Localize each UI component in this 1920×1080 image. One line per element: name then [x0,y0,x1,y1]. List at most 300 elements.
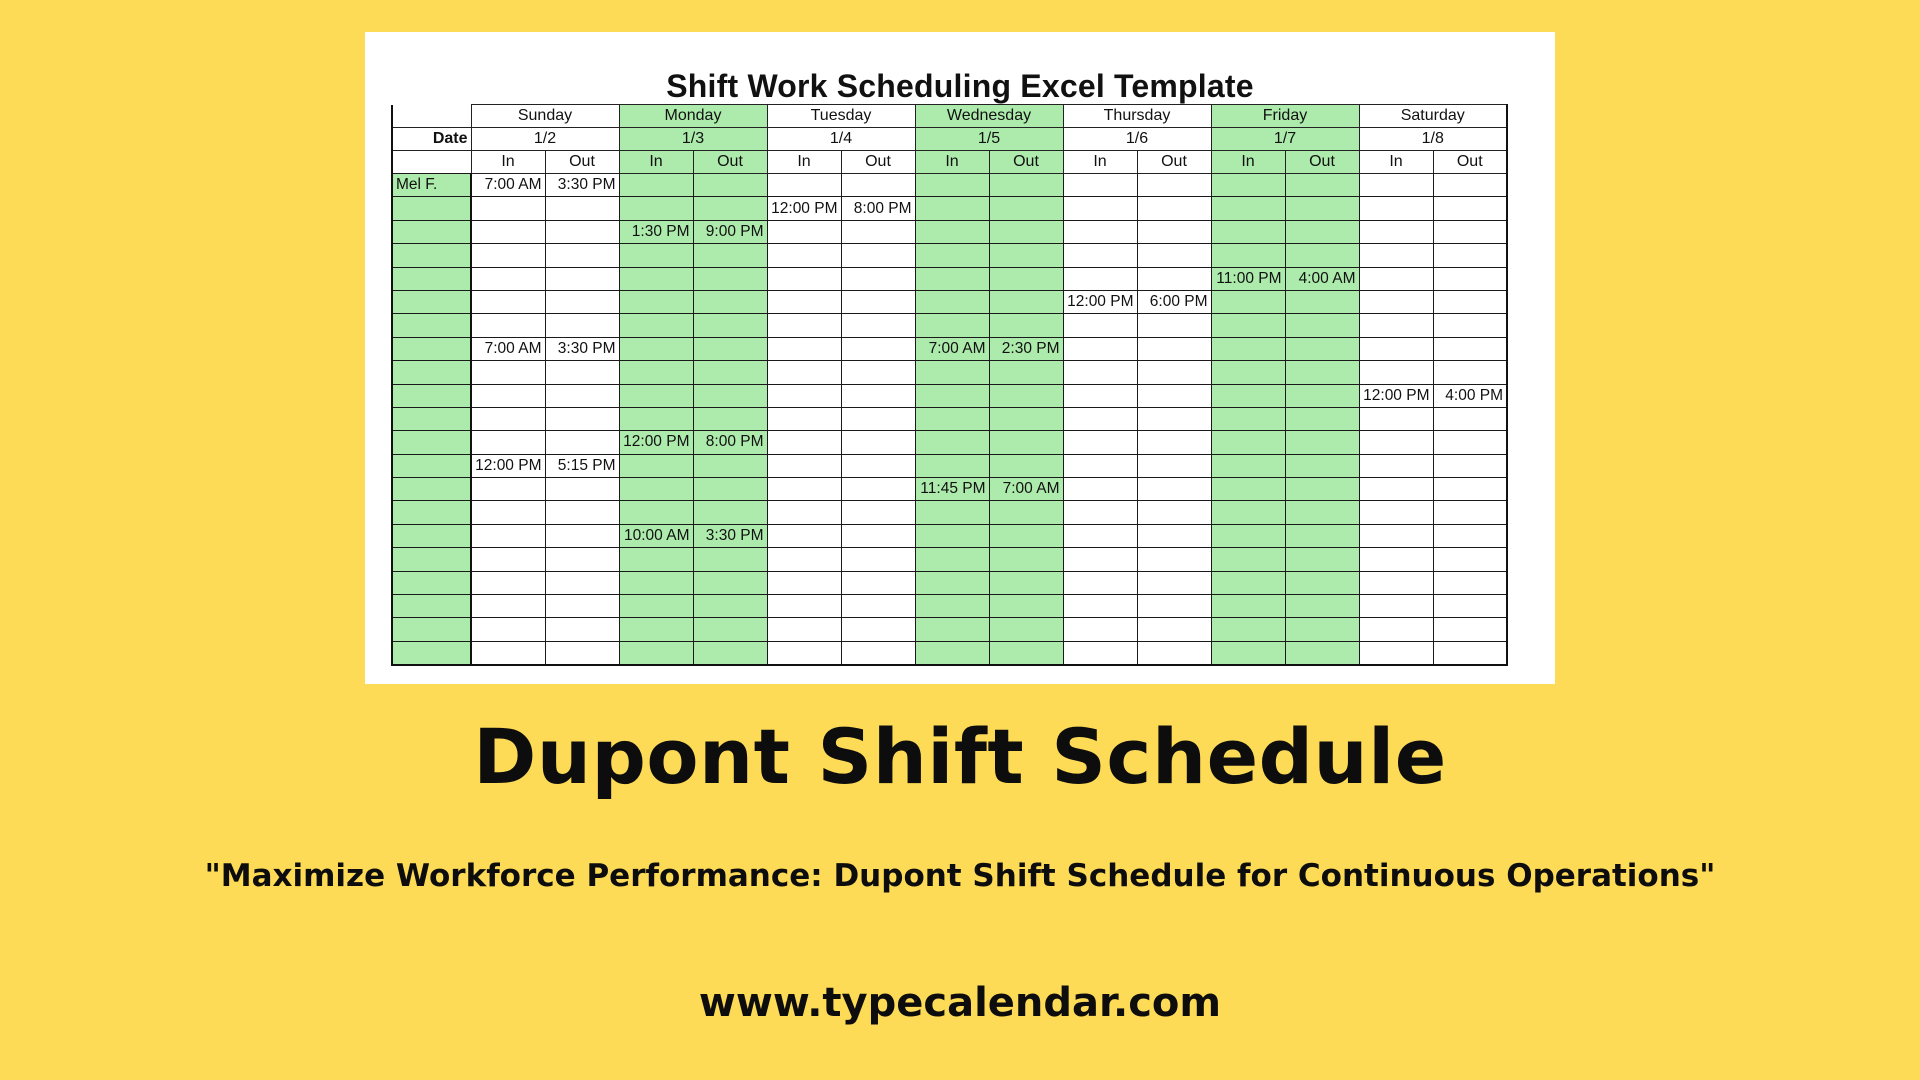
shift-in-cell[interactable] [619,641,693,665]
shift-in-cell[interactable] [767,314,841,337]
shift-out-cell[interactable] [841,524,915,547]
shift-in-cell[interactable] [1211,524,1285,547]
shift-in-cell[interactable] [1359,524,1433,547]
shift-in-cell[interactable] [619,407,693,430]
shift-out-cell[interactable] [989,220,1063,243]
shift-out-cell[interactable] [989,571,1063,594]
shift-out-cell[interactable] [1285,384,1359,407]
shift-in-cell[interactable] [1211,384,1285,407]
employee-name-cell[interactable] [392,407,471,430]
employee-name-cell[interactable]: Mel F. [392,174,471,197]
shift-out-cell[interactable] [1285,548,1359,571]
shift-out-cell[interactable] [1285,337,1359,360]
shift-out-cell[interactable]: 3:30 PM [545,337,619,360]
shift-in-cell[interactable] [1211,314,1285,337]
shift-out-cell[interactable] [1433,571,1507,594]
shift-in-cell[interactable] [1211,431,1285,454]
shift-in-cell[interactable] [1063,407,1137,430]
shift-in-cell[interactable]: 1:30 PM [619,220,693,243]
shift-in-cell[interactable] [1063,267,1137,290]
shift-out-cell[interactable] [1433,641,1507,665]
shift-in-cell[interactable] [471,244,545,267]
shift-in-cell[interactable] [1063,501,1137,524]
employee-name-cell[interactable] [392,314,471,337]
shift-in-cell[interactable] [1063,618,1137,641]
shift-in-cell[interactable] [1359,641,1433,665]
shift-out-cell[interactable] [1137,501,1211,524]
shift-out-cell[interactable] [693,618,767,641]
shift-in-cell[interactable] [915,431,989,454]
shift-in-cell[interactable] [1359,174,1433,197]
shift-out-cell[interactable] [989,524,1063,547]
shift-in-cell[interactable] [767,407,841,430]
shift-in-cell[interactable] [619,595,693,618]
shift-in-cell[interactable] [619,244,693,267]
shift-out-cell[interactable] [545,524,619,547]
shift-out-cell[interactable] [1433,501,1507,524]
shift-in-cell[interactable] [619,501,693,524]
shift-out-cell[interactable] [1137,431,1211,454]
employee-name-cell[interactable] [392,571,471,594]
shift-in-cell[interactable] [1211,337,1285,360]
shift-in-cell[interactable] [915,571,989,594]
shift-out-cell[interactable] [1285,361,1359,384]
shift-in-cell[interactable] [1359,571,1433,594]
shift-in-cell[interactable] [767,361,841,384]
shift-out-cell[interactable] [1433,267,1507,290]
shift-in-cell[interactable] [1211,290,1285,313]
shift-in-cell[interactable] [1359,220,1433,243]
shift-in-cell[interactable] [915,290,989,313]
employee-name-cell[interactable] [392,290,471,313]
shift-out-cell[interactable] [841,361,915,384]
shift-out-cell[interactable] [1433,314,1507,337]
shift-out-cell[interactable] [1285,244,1359,267]
shift-in-cell[interactable] [619,290,693,313]
shift-out-cell[interactable] [1137,407,1211,430]
shift-in-cell[interactable] [915,361,989,384]
shift-out-cell[interactable] [693,290,767,313]
shift-in-cell[interactable] [767,244,841,267]
shift-out-cell[interactable]: 3:30 PM [545,174,619,197]
shift-out-cell[interactable] [841,244,915,267]
shift-out-cell[interactable]: 3:30 PM [693,524,767,547]
shift-out-cell[interactable] [693,361,767,384]
shift-in-cell[interactable] [767,431,841,454]
shift-out-cell[interactable] [989,454,1063,477]
shift-in-cell[interactable] [767,290,841,313]
shift-out-cell[interactable] [545,244,619,267]
shift-in-cell[interactable] [471,595,545,618]
shift-out-cell[interactable] [693,501,767,524]
shift-in-cell[interactable] [1211,548,1285,571]
shift-in-cell[interactable] [1359,361,1433,384]
shift-in-cell[interactable] [767,571,841,594]
employee-name-cell[interactable] [392,524,471,547]
shift-out-cell[interactable] [545,431,619,454]
shift-in-cell[interactable] [915,220,989,243]
shift-in-cell[interactable] [767,220,841,243]
shift-out-cell[interactable] [841,220,915,243]
shift-out-cell[interactable] [1433,290,1507,313]
shift-in-cell[interactable]: 10:00 AM [619,524,693,547]
shift-in-cell[interactable] [471,431,545,454]
shift-in-cell[interactable] [1211,501,1285,524]
shift-out-cell[interactable] [693,174,767,197]
employee-name-cell[interactable] [392,337,471,360]
shift-in-cell[interactable] [1359,337,1433,360]
shift-in-cell[interactable] [1063,478,1137,501]
shift-in-cell[interactable] [619,571,693,594]
shift-in-cell[interactable] [915,407,989,430]
shift-in-cell[interactable] [619,454,693,477]
shift-out-cell[interactable] [989,361,1063,384]
shift-out-cell[interactable] [545,548,619,571]
shift-out-cell[interactable] [545,618,619,641]
shift-out-cell[interactable] [1285,571,1359,594]
shift-out-cell[interactable] [1137,548,1211,571]
shift-in-cell[interactable] [767,641,841,665]
shift-in-cell[interactable]: 12:00 PM [1063,290,1137,313]
shift-in-cell[interactable] [915,524,989,547]
shift-out-cell[interactable] [1433,407,1507,430]
shift-out-cell[interactable] [841,548,915,571]
shift-out-cell[interactable] [1137,595,1211,618]
shift-out-cell[interactable] [1137,337,1211,360]
employee-name-cell[interactable] [392,618,471,641]
shift-in-cell[interactable] [1063,361,1137,384]
shift-in-cell[interactable] [471,618,545,641]
shift-out-cell[interactable] [1285,501,1359,524]
employee-name-cell[interactable] [392,595,471,618]
employee-name-cell[interactable] [392,267,471,290]
shift-out-cell[interactable] [1285,314,1359,337]
shift-in-cell[interactable] [915,501,989,524]
shift-out-cell[interactable] [989,174,1063,197]
shift-out-cell[interactable] [1285,641,1359,665]
shift-in-cell[interactable] [619,174,693,197]
shift-out-cell[interactable]: 7:00 AM [989,478,1063,501]
shift-in-cell[interactable] [1359,267,1433,290]
employee-name-cell[interactable] [392,478,471,501]
shift-out-cell[interactable] [1137,314,1211,337]
employee-name-cell[interactable] [392,220,471,243]
shift-in-cell[interactable] [1211,244,1285,267]
shift-out-cell[interactable] [1137,361,1211,384]
shift-out-cell[interactable] [1137,641,1211,665]
shift-out-cell[interactable] [989,595,1063,618]
shift-out-cell[interactable] [1433,548,1507,571]
shift-out-cell[interactable] [693,314,767,337]
shift-in-cell[interactable] [1211,361,1285,384]
shift-in-cell[interactable] [1211,197,1285,220]
shift-out-cell[interactable] [1137,618,1211,641]
shift-out-cell[interactable] [545,407,619,430]
shift-in-cell[interactable] [1063,454,1137,477]
shift-out-cell[interactable] [1137,244,1211,267]
shift-out-cell[interactable] [545,384,619,407]
shift-out-cell[interactable] [545,314,619,337]
shift-out-cell[interactable] [841,267,915,290]
shift-in-cell[interactable] [471,384,545,407]
shift-in-cell[interactable] [1063,197,1137,220]
shift-out-cell[interactable] [841,571,915,594]
shift-in-cell[interactable] [915,454,989,477]
shift-out-cell[interactable] [989,501,1063,524]
shift-out-cell[interactable] [1285,478,1359,501]
shift-out-cell[interactable] [1433,618,1507,641]
shift-in-cell[interactable] [471,220,545,243]
shift-out-cell[interactable] [841,641,915,665]
shift-out-cell[interactable] [545,220,619,243]
shift-out-cell[interactable] [841,454,915,477]
shift-in-cell[interactable] [1063,244,1137,267]
shift-in-cell[interactable] [915,267,989,290]
shift-out-cell[interactable] [1137,478,1211,501]
shift-out-cell[interactable] [841,384,915,407]
shift-in-cell[interactable] [1359,454,1433,477]
shift-in-cell[interactable] [619,478,693,501]
shift-out-cell[interactable] [989,618,1063,641]
shift-in-cell[interactable] [1359,548,1433,571]
shift-out-cell[interactable] [989,244,1063,267]
shift-in-cell[interactable] [1211,618,1285,641]
shift-in-cell[interactable] [1359,618,1433,641]
employee-name-cell[interactable] [392,454,471,477]
shift-in-cell[interactable] [471,361,545,384]
shift-in-cell[interactable] [1211,641,1285,665]
shift-in-cell[interactable] [915,244,989,267]
shift-out-cell[interactable] [1137,571,1211,594]
shift-out-cell[interactable] [1433,244,1507,267]
shift-in-cell[interactable] [471,641,545,665]
shift-out-cell[interactable] [989,407,1063,430]
shift-out-cell[interactable]: 6:00 PM [1137,290,1211,313]
shift-in-cell[interactable] [471,548,545,571]
shift-in-cell[interactable] [1211,595,1285,618]
shift-out-cell[interactable] [1137,267,1211,290]
shift-out-cell[interactable]: 5:15 PM [545,454,619,477]
shift-out-cell[interactable] [1433,524,1507,547]
shift-in-cell[interactable] [1211,454,1285,477]
shift-out-cell[interactable] [693,384,767,407]
shift-in-cell[interactable] [767,595,841,618]
shift-out-cell[interactable] [693,454,767,477]
shift-in-cell[interactable] [1359,244,1433,267]
shift-in-cell[interactable] [1063,641,1137,665]
shift-in-cell[interactable] [767,548,841,571]
shift-in-cell[interactable]: 7:00 AM [471,337,545,360]
shift-in-cell[interactable] [915,384,989,407]
shift-out-cell[interactable] [1433,361,1507,384]
shift-out-cell[interactable] [989,197,1063,220]
shift-in-cell[interactable] [1359,290,1433,313]
shift-in-cell[interactable] [471,290,545,313]
shift-out-cell[interactable] [989,290,1063,313]
shift-out-cell[interactable] [693,244,767,267]
shift-out-cell[interactable] [1285,290,1359,313]
shift-in-cell[interactable] [915,174,989,197]
shift-out-cell[interactable] [1285,220,1359,243]
shift-out-cell[interactable] [989,431,1063,454]
shift-in-cell[interactable] [471,267,545,290]
shift-in-cell[interactable] [619,267,693,290]
shift-out-cell[interactable] [1137,454,1211,477]
employee-name-cell[interactable] [392,244,471,267]
shift-out-cell[interactable]: 4:00 PM [1433,384,1507,407]
shift-in-cell[interactable]: 12:00 PM [767,197,841,220]
shift-in-cell[interactable] [1063,220,1137,243]
shift-out-cell[interactable] [693,407,767,430]
shift-out-cell[interactable] [1137,384,1211,407]
shift-out-cell[interactable] [1285,454,1359,477]
shift-out-cell[interactable] [1433,220,1507,243]
shift-out-cell[interactable] [545,267,619,290]
shift-out-cell[interactable] [693,595,767,618]
shift-in-cell[interactable]: 7:00 AM [915,337,989,360]
shift-in-cell[interactable] [915,595,989,618]
shift-out-cell[interactable] [1433,337,1507,360]
shift-in-cell[interactable] [1063,314,1137,337]
website-url[interactable]: www.typecalendar.com [698,980,1222,1026]
shift-in-cell[interactable] [767,524,841,547]
shift-in-cell[interactable] [1211,571,1285,594]
shift-in-cell[interactable] [767,337,841,360]
shift-in-cell[interactable] [1063,384,1137,407]
shift-in-cell[interactable] [1359,314,1433,337]
shift-in-cell[interactable] [619,197,693,220]
shift-in-cell[interactable] [1359,478,1433,501]
shift-out-cell[interactable] [841,478,915,501]
shift-out-cell[interactable]: 4:00 AM [1285,267,1359,290]
shift-out-cell[interactable] [1433,595,1507,618]
shift-out-cell[interactable] [1285,595,1359,618]
shift-in-cell[interactable] [1211,174,1285,197]
shift-in-cell[interactable] [619,384,693,407]
employee-name-cell[interactable] [392,384,471,407]
shift-out-cell[interactable] [545,501,619,524]
shift-out-cell[interactable] [693,548,767,571]
shift-in-cell[interactable] [471,478,545,501]
shift-out-cell[interactable] [545,641,619,665]
shift-out-cell[interactable] [693,197,767,220]
shift-in-cell[interactable]: 12:00 PM [471,454,545,477]
shift-in-cell[interactable] [915,641,989,665]
shift-out-cell[interactable] [989,548,1063,571]
shift-out-cell[interactable] [989,641,1063,665]
shift-out-cell[interactable] [693,571,767,594]
shift-out-cell[interactable] [693,478,767,501]
employee-name-cell[interactable] [392,548,471,571]
shift-out-cell[interactable] [841,314,915,337]
shift-out-cell[interactable] [841,595,915,618]
shift-in-cell[interactable] [1211,220,1285,243]
shift-out-cell[interactable] [1433,174,1507,197]
shift-out-cell[interactable] [693,267,767,290]
shift-out-cell[interactable] [841,501,915,524]
shift-in-cell[interactable] [767,478,841,501]
shift-out-cell[interactable] [1285,618,1359,641]
shift-out-cell[interactable] [545,197,619,220]
shift-in-cell[interactable] [1359,501,1433,524]
shift-in-cell[interactable] [471,197,545,220]
shift-in-cell[interactable] [1211,478,1285,501]
shift-in-cell[interactable] [471,571,545,594]
shift-in-cell[interactable] [915,197,989,220]
shift-out-cell[interactable] [1433,454,1507,477]
shift-out-cell[interactable]: 8:00 PM [841,197,915,220]
employee-name-cell[interactable] [392,361,471,384]
shift-out-cell[interactable] [989,314,1063,337]
shift-out-cell[interactable] [841,431,915,454]
shift-out-cell[interactable] [545,290,619,313]
employee-name-cell[interactable] [392,431,471,454]
shift-in-cell[interactable] [767,618,841,641]
shift-out-cell[interactable] [989,384,1063,407]
shift-out-cell[interactable] [1433,478,1507,501]
shift-out-cell[interactable] [1137,197,1211,220]
shift-out-cell[interactable] [1433,197,1507,220]
shift-in-cell[interactable] [1063,571,1137,594]
shift-in-cell[interactable] [767,501,841,524]
shift-out-cell[interactable] [841,290,915,313]
shift-in-cell[interactable]: 7:00 AM [471,174,545,197]
shift-out-cell[interactable]: 9:00 PM [693,220,767,243]
shift-in-cell[interactable] [915,618,989,641]
shift-in-cell[interactable] [1359,595,1433,618]
shift-in-cell[interactable] [471,407,545,430]
shift-in-cell[interactable] [1063,431,1137,454]
shift-in-cell[interactable] [1063,595,1137,618]
shift-in-cell[interactable]: 11:45 PM [915,478,989,501]
shift-out-cell[interactable] [1137,524,1211,547]
shift-out-cell[interactable] [1285,431,1359,454]
employee-name-cell[interactable] [392,197,471,220]
shift-out-cell[interactable]: 8:00 PM [693,431,767,454]
shift-in-cell[interactable] [619,618,693,641]
shift-out-cell[interactable] [545,595,619,618]
shift-in-cell[interactable] [619,337,693,360]
shift-in-cell[interactable] [915,548,989,571]
shift-out-cell[interactable] [545,361,619,384]
shift-out-cell[interactable] [693,337,767,360]
shift-in-cell[interactable] [1359,407,1433,430]
shift-in-cell[interactable] [619,314,693,337]
shift-out-cell[interactable] [1285,524,1359,547]
shift-in-cell[interactable] [1063,548,1137,571]
shift-out-cell[interactable] [1137,220,1211,243]
shift-in-cell[interactable] [471,524,545,547]
shift-out-cell[interactable] [989,267,1063,290]
shift-in-cell[interactable] [1211,407,1285,430]
shift-out-cell[interactable] [1285,197,1359,220]
shift-out-cell[interactable] [841,618,915,641]
shift-in-cell[interactable] [767,174,841,197]
shift-out-cell[interactable] [1137,174,1211,197]
shift-out-cell[interactable] [545,478,619,501]
shift-in-cell[interactable] [1063,337,1137,360]
shift-in-cell[interactable]: 12:00 PM [619,431,693,454]
shift-out-cell[interactable] [1433,431,1507,454]
shift-out-cell[interactable]: 2:30 PM [989,337,1063,360]
shift-in-cell[interactable] [767,384,841,407]
shift-in-cell[interactable] [915,314,989,337]
shift-in-cell[interactable] [767,267,841,290]
shift-in-cell[interactable] [1359,197,1433,220]
shift-in-cell[interactable] [471,314,545,337]
shift-out-cell[interactable] [693,641,767,665]
employee-name-cell[interactable] [392,501,471,524]
